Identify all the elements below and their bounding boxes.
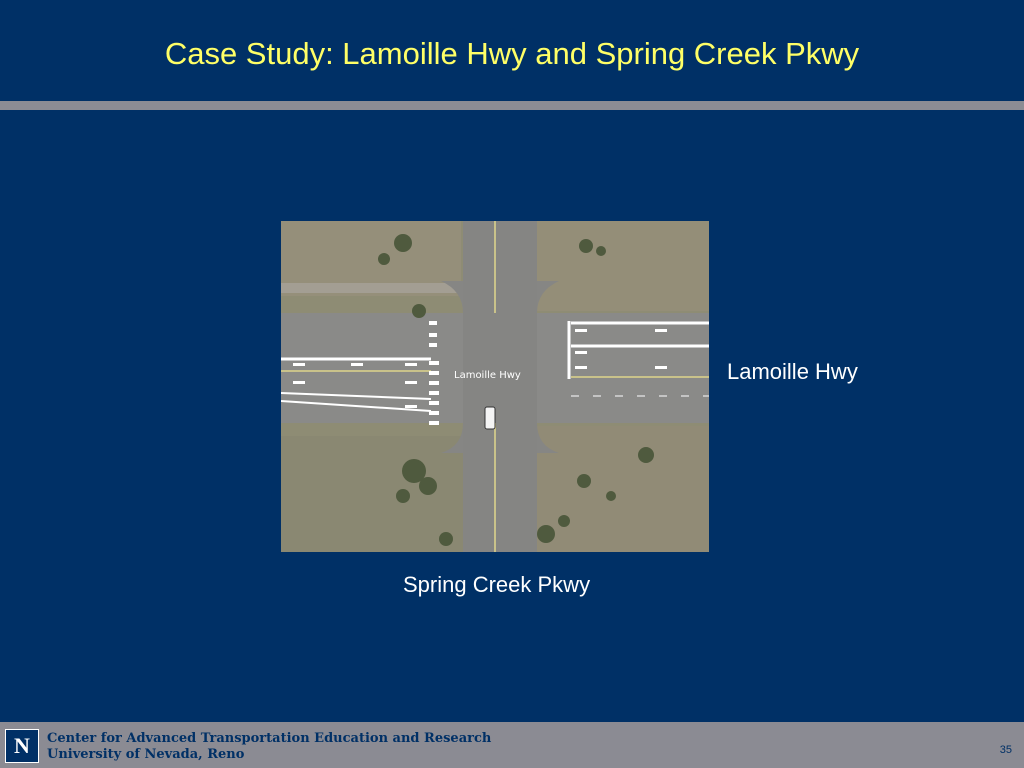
- vehicle-car: [485, 407, 495, 429]
- terrain-se: [536, 426, 709, 552]
- university-logo: [5, 729, 39, 763]
- intersection-aerial-image: [281, 221, 709, 552]
- terrain-ne: [536, 221, 709, 311]
- terrain-sw: [281, 436, 466, 552]
- title-divider: [0, 101, 1024, 110]
- footer-org-name: Center for Advanced Transportation Education and Research: [47, 731, 492, 746]
- map-road-label: Lamoille Hwy: [454, 370, 521, 381]
- dirt-road: [281, 283, 466, 293]
- vertical-road-label: Spring Creek Pkwy: [403, 572, 591, 597]
- parkway-spring-creek: [463, 221, 537, 552]
- crosswalk-north: [429, 321, 437, 347]
- slide-title: Case Study: Lamoille Hwy and Spring Creek Pkwy: [164, 36, 860, 71]
- page-number: 35: [999, 744, 1012, 756]
- footer-university: University of Nevada, Reno: [47, 747, 245, 762]
- logo-n-glyph: N: [14, 733, 30, 758]
- horizontal-road-label: Lamoille Hwy: [727, 359, 858, 384]
